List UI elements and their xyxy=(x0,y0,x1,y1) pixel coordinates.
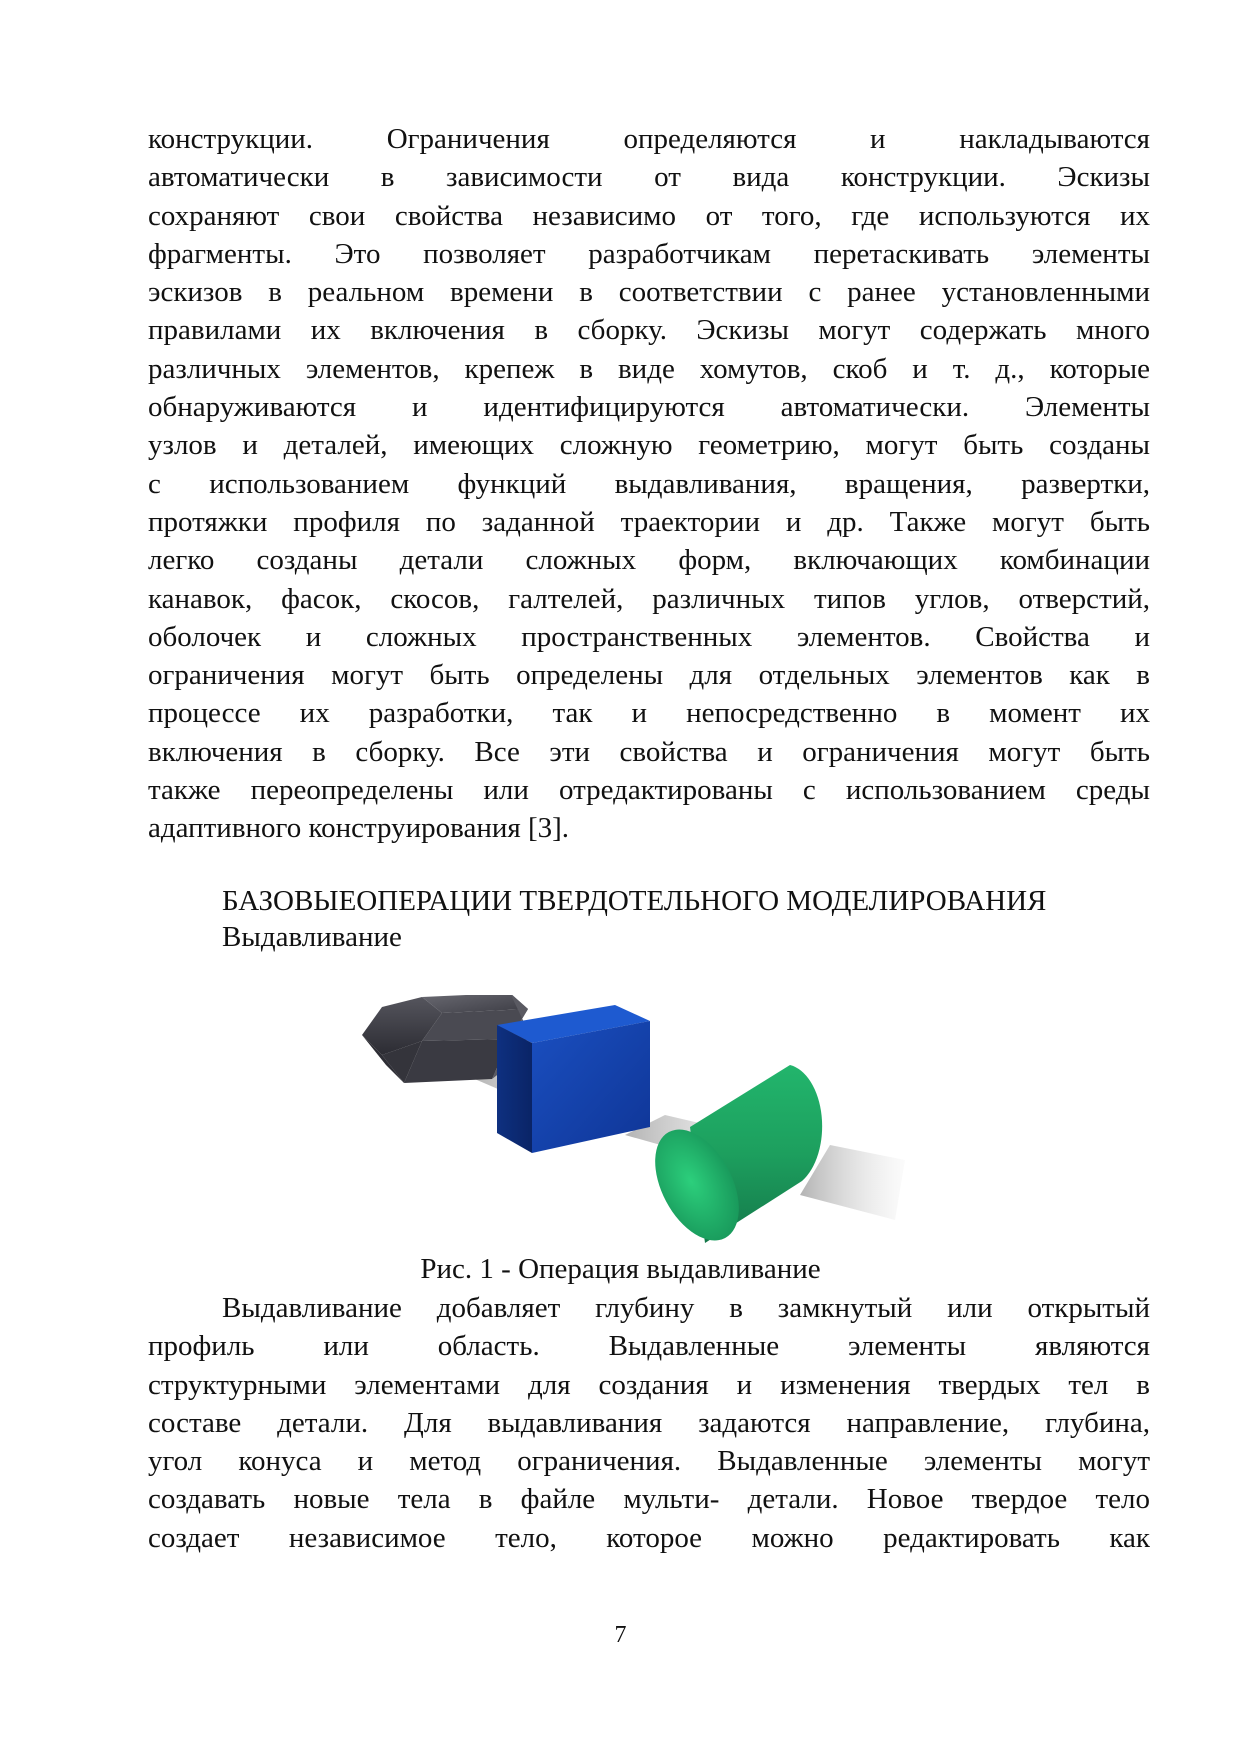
text-line: создает независимое тело, которое можно редактировать как xyxy=(148,1521,1150,1554)
cube-shape xyxy=(497,1005,650,1153)
text-line: угол конуса и метод ограничения. Выдавленные элементы могут xyxy=(148,1445,1150,1478)
paragraph-2 xyxy=(148,1289,1150,1557)
text-line: сохраняют свои свойства независимо от того, где используются их xyxy=(148,199,1150,232)
text-line: обнаруживаются и идентифицируются автоматически. Элементы xyxy=(148,391,1150,424)
page-number: 7 xyxy=(614,1622,627,1648)
text-line: эскизов в реальном времени в соответствии с ранее установленными xyxy=(148,276,1150,309)
text-line: включения в сборку. Все эти свойства и ограничения могут быть xyxy=(148,735,1150,768)
text-line: узлов и деталей, имеющих сложную геометрию, могут быть созданы xyxy=(148,429,1150,462)
text-line: автоматически в зависимости от вида конструкции. Эскизы xyxy=(148,161,1150,194)
extrusion-figure xyxy=(360,995,1010,1250)
paragraph-1 xyxy=(148,120,1150,848)
text-line: адаптивного конструирования [3]. xyxy=(148,812,570,845)
text-line: с использованием функций выдавливания, вращения, развертки, xyxy=(148,467,1150,500)
text-line: ограничения могут быть определены для отдельных элементов как в xyxy=(148,659,1150,692)
text-line: различных элементов, крепеж в виде хомутов, скоб и т. д., которые xyxy=(148,352,1150,385)
text-line: оболочек и сложных пространственных элементов. Свойства и xyxy=(148,620,1150,653)
text-line: фрагменты. Это позволяет разработчикам перетаскивать элементы xyxy=(148,237,1150,270)
cylinder-shape xyxy=(638,1065,822,1250)
subsection-heading: Выдавливание xyxy=(222,921,402,953)
text-line: профиль или область. Выдавленные элементы являются xyxy=(148,1330,1150,1363)
section-heading: БАЗОВЫЕОПЕРАЦИИ ТВЕРДОТЕЛЬНОГО МОДЕЛИРОВАНИЯ xyxy=(222,885,1047,917)
text-line: составе детали. Для выдавливания задаются направление, глубина, xyxy=(148,1406,1150,1439)
text-line-content: Выдавливание добавляет глубину в замкнутый или открытый xyxy=(222,1292,1150,1324)
text-line: конструкции. Ограничения определяются и накладываются xyxy=(148,123,1150,155)
text-line: создавать новые тела в файле мульти- детали. Новое твердое тело xyxy=(148,1483,1150,1516)
figure-caption: Рис. 1 - Операция выдавливание xyxy=(420,1253,821,1285)
text-line: легко созданы детали сложных форм, включающих комбинации xyxy=(148,544,1150,577)
text-line: также переопределены или отредактированы с использованием среды xyxy=(148,774,1150,807)
text-line: структурными элементами для создания и изменения твердых тел в xyxy=(148,1368,1150,1401)
text-line: канавок, фасок, скосов, галтелей, различных типов углов, отверстий, xyxy=(148,582,1150,615)
text-line: процессе их разработки, так и непосредственно в момент их xyxy=(148,697,1150,730)
text-line: правилами их включения в сборку. Эскизы могут содержать много xyxy=(148,314,1150,347)
text-line: протяжки профиля по заданной траектории и др. Также могут быть xyxy=(148,505,1150,538)
text-line xyxy=(148,1289,1150,1327)
